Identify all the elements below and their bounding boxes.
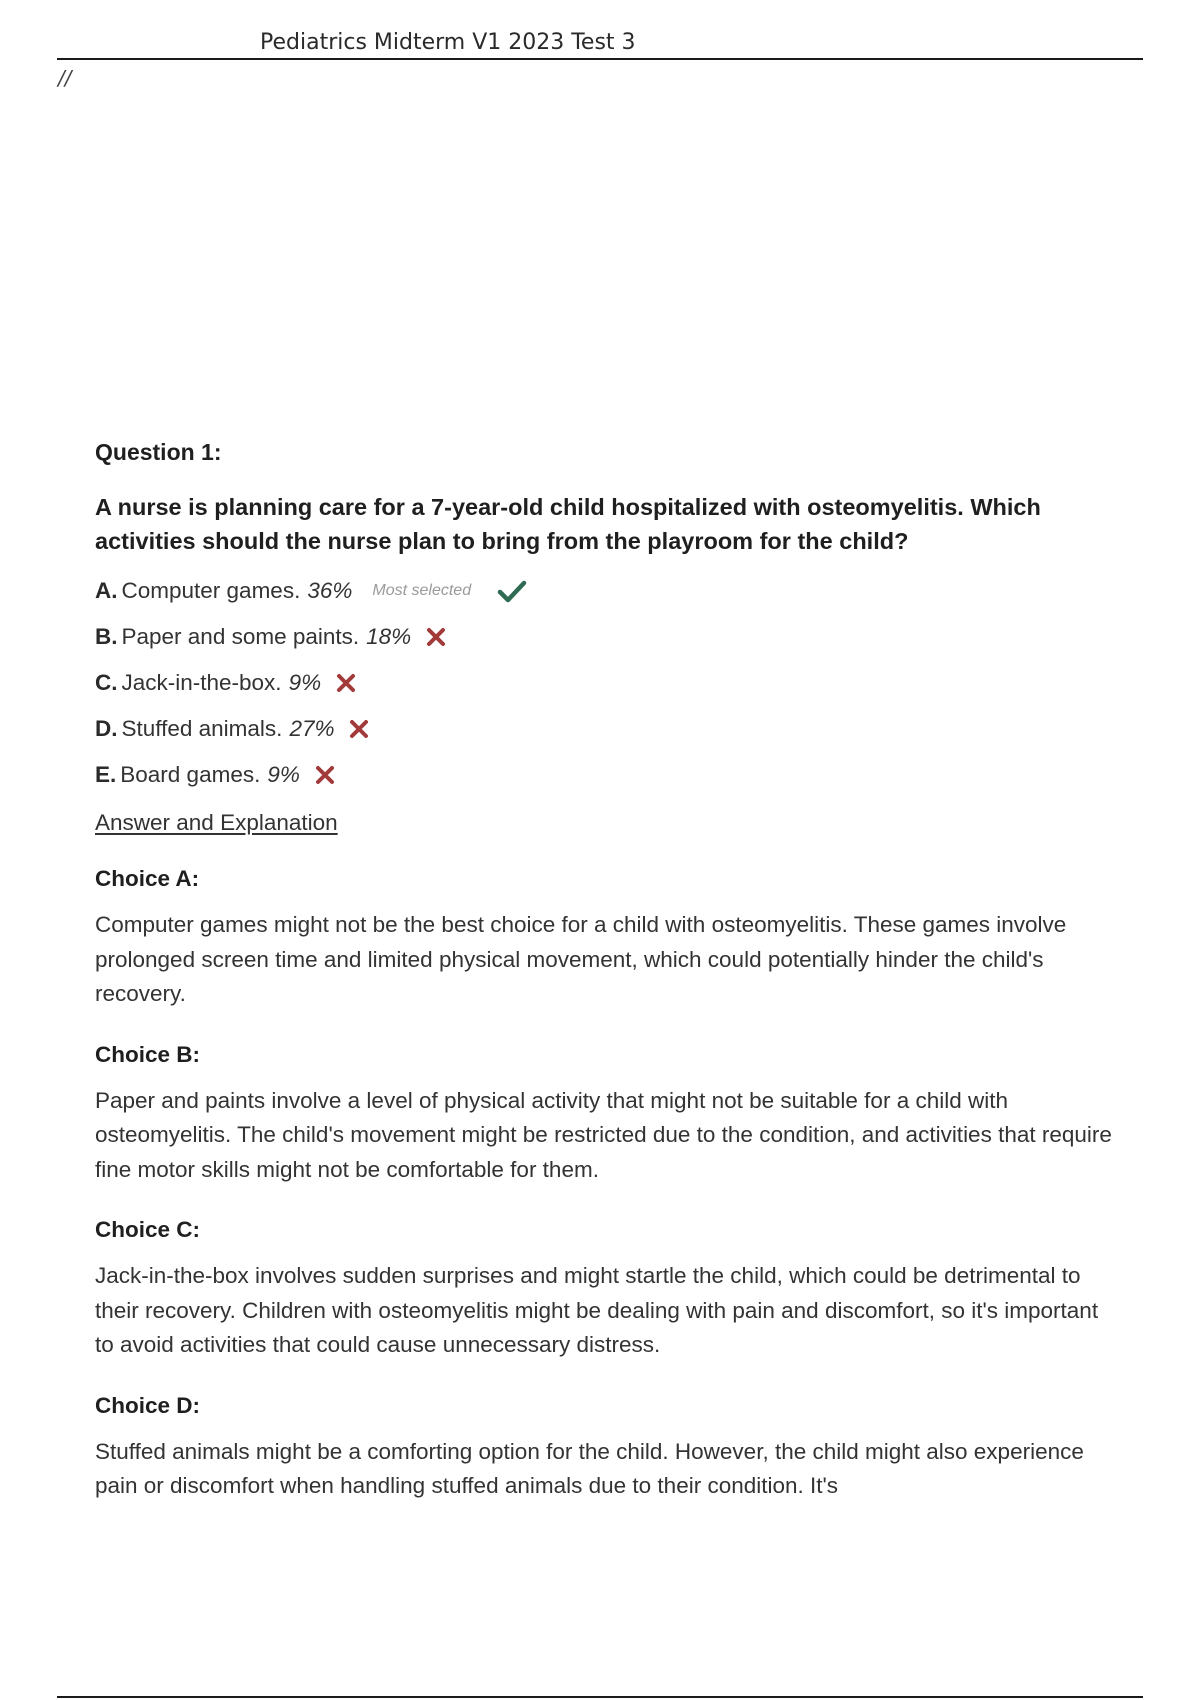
choice-explanation: Paper and paints involve a level of physical activity that might not be suitable for a child with osteomyelitis. The child's movement might be restricted due to the condition, and activities that require fine motor skills might not be comfortable for them. <box>95 1087 1112 1182</box>
x-icon <box>335 672 357 694</box>
answer-explanation-link[interactable]: Answer and Explanation <box>95 810 338 835</box>
question-content <box>95 436 1115 1504</box>
slash-mark: // <box>58 66 72 90</box>
choice-d-block <box>95 1389 1115 1504</box>
option-e[interactable] <box>95 752 1115 798</box>
question-heading: Question 1: <box>95 439 222 465</box>
option-c[interactable] <box>95 660 1115 706</box>
choice-a-block <box>95 862 1115 1012</box>
question-text: A nurse is planning care for a 7-year-old child hospitalized with osteomyelitis. Which activities should the nurse plan to bring from the playroom for the child? <box>95 494 1041 554</box>
choice-b-block <box>95 1038 1115 1188</box>
choice-heading: Choice A: <box>95 866 200 891</box>
option-letter: A. <box>95 578 118 603</box>
option-percent: 9% <box>288 670 322 695</box>
option-percent: 9% <box>267 762 300 787</box>
x-icon <box>314 764 336 786</box>
check-icon <box>497 579 527 603</box>
footer-rule <box>57 1696 1143 1698</box>
x-icon <box>348 718 370 740</box>
document-title: Pediatrics Midterm V1 2023 Test 3 <box>260 30 636 55</box>
choice-explanation: Stuffed animals might be a comforting option for the child. However, the child might also experience pain or discomfort when handling stuffed animals due to their condition. It's <box>95 1438 1084 1498</box>
option-text: Board games. <box>120 762 261 787</box>
page-header <box>57 28 1143 60</box>
choice-heading: Choice B: <box>95 1041 201 1067</box>
option-text: Stuffed animals. <box>121 716 283 741</box>
option-percent: 18% <box>366 624 412 649</box>
option-letter: C. <box>95 670 118 695</box>
option-percent: 36% <box>307 578 353 603</box>
option-letter: D. <box>95 716 118 741</box>
option-percent: 27% <box>289 716 335 741</box>
choice-heading: Choice C: <box>95 1217 201 1242</box>
option-letter: E. <box>95 762 117 787</box>
option-b[interactable] <box>95 614 1115 660</box>
choice-explanation: Jack-in-the-box involves sudden surprises and might startle the child, which could be detrimental to their recovery. Children with osteomyelitis might be dealing with pain and discomfort, so it's important to avoid activities that could cause unnecessary distress. <box>95 1263 1099 1357</box>
option-text: Computer games. <box>121 578 301 603</box>
option-d[interactable] <box>95 706 1115 752</box>
option-text: Paper and some paints. <box>121 624 360 649</box>
choice-heading: Choice D: <box>95 1392 201 1418</box>
option-a[interactable] <box>95 568 1115 614</box>
x-icon <box>425 626 447 648</box>
choice-c-block <box>95 1213 1115 1363</box>
most-selected-label: Most selected <box>372 582 472 599</box>
option-text: Jack-in-the-box. <box>121 670 282 695</box>
choice-explanation: Computer games might not be the best choice for a child with osteomyelitis. These games involve prolonged screen time and limited physical movement, which could potentially hinder the child's recovery. <box>95 912 1067 1006</box>
option-letter: B. <box>95 624 118 649</box>
